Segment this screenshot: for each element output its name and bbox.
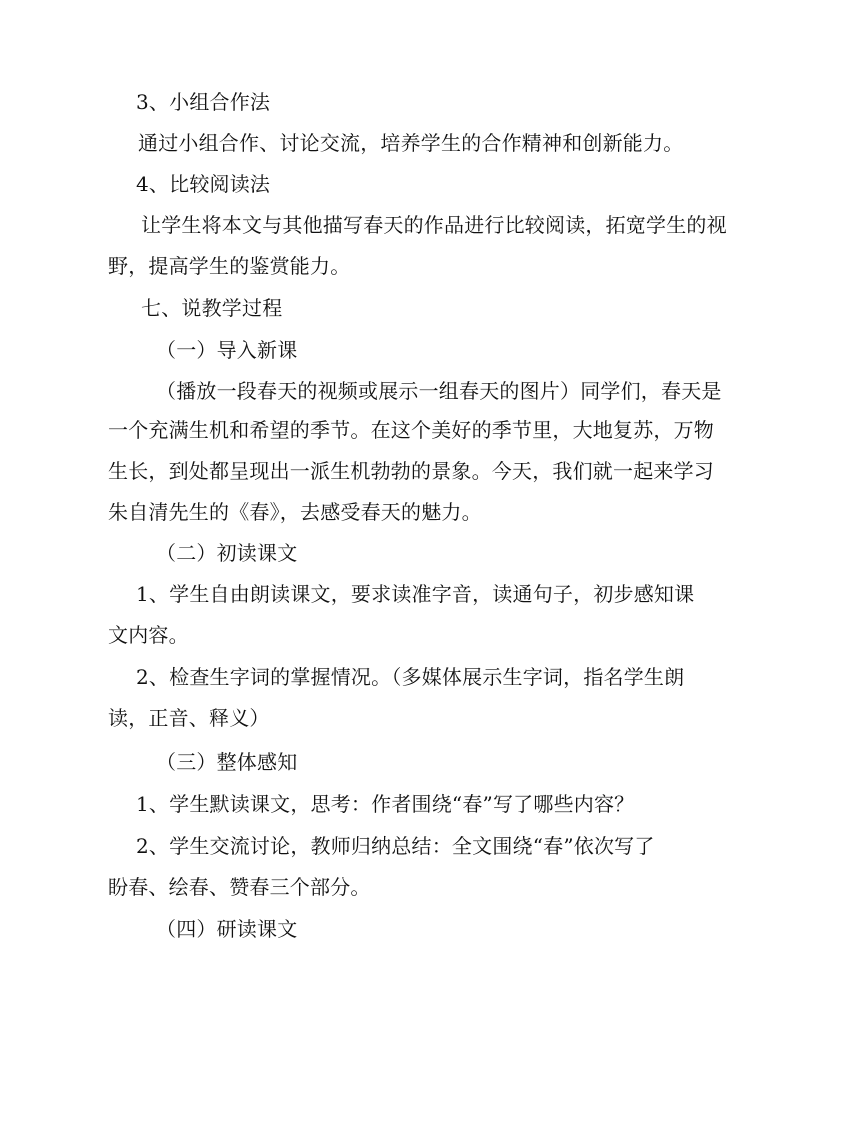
- paragraph-line: 2、检查生字词的掌握情况。（多媒体展示生字词，指名学生朗: [136, 665, 685, 689]
- paragraph-line: 朱自清先生的《春》，去感受春天的魅力。: [108, 500, 482, 524]
- method-heading-comparative-reading: 4、比较阅读法: [136, 172, 271, 196]
- paragraph-line: 盼春、绘春、赞春三个部分。: [108, 875, 371, 899]
- paragraph-line: 野，提高学生的鉴赏能力。: [108, 254, 351, 278]
- section-heading-teaching-process: 七、说教学过程: [141, 296, 283, 320]
- subsection-heading-study-text: （四）研读课文: [156, 917, 298, 941]
- paragraph-line: 2、学生交流讨论，教师归纳总结：全文围绕“春”依次写了: [136, 834, 655, 858]
- paragraph-line: 一个充满生机和希望的季节。在这个美好的季节里，大地复苏，万物: [108, 418, 714, 442]
- paragraph-line: 1、学生默读课文，思考：作者围绕“春”写了哪些内容？: [136, 792, 635, 816]
- paragraph-line: 1、学生自由朗读课文，要求读准字音，读通句子，初步感知课: [136, 582, 695, 606]
- subsection-heading-overall-perception: （三）整体感知: [156, 750, 298, 774]
- paragraph-line: 读，正音、释义）: [108, 706, 270, 730]
- subsection-heading-introduction: （一）导入新课: [156, 338, 298, 362]
- paragraph-line: 生长，到处都呈现出一派生机勃勃的景象。今天，我们就一起来学习: [108, 459, 714, 483]
- paragraph-line: 通过小组合作、讨论交流，培养学生的合作精神和创新能力。: [138, 131, 684, 155]
- method-heading-group-work: 3、小组合作法: [136, 90, 271, 114]
- paragraph-line: 文内容。: [108, 623, 189, 647]
- paragraph-line: （播放一段春天的视频或展示一组春天的图片）同学们，春天是: [156, 379, 722, 403]
- paragraph-line: 让学生将本文与其他描写春天的作品进行比较阅读，拓宽学生的视: [141, 213, 727, 237]
- subsection-heading-first-reading: （二）初读课文: [156, 541, 298, 565]
